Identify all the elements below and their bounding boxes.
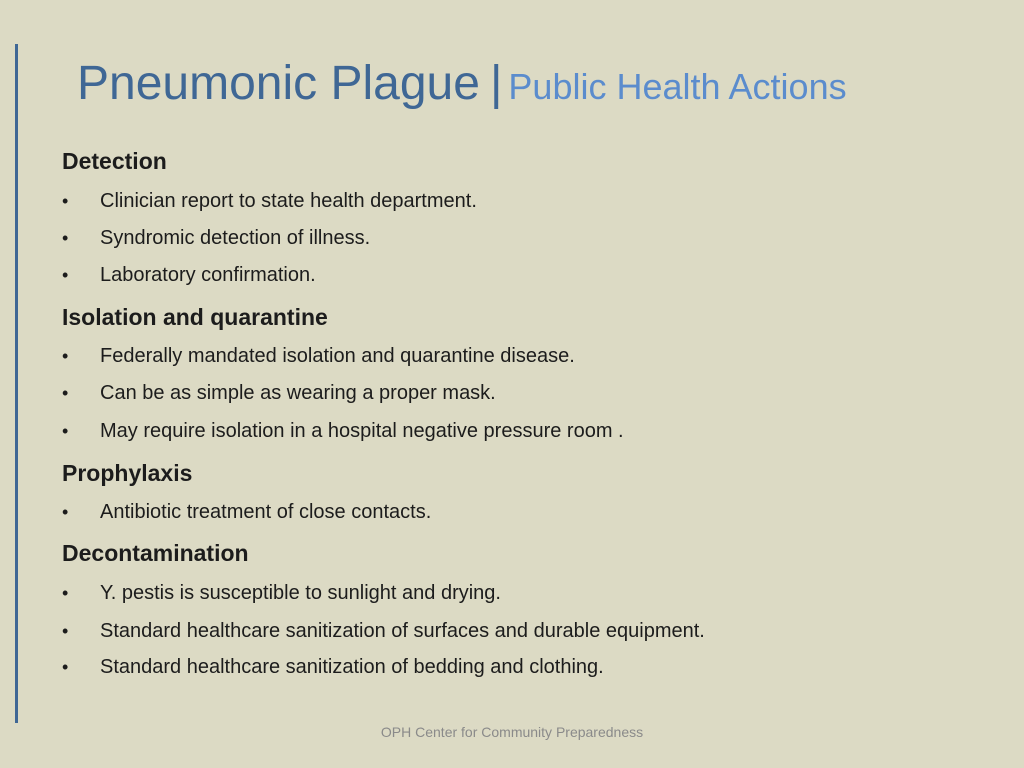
bullet-icon: • (62, 346, 69, 366)
bullet-item (62, 616, 942, 646)
bullet-item (62, 378, 942, 408)
title-separator: | (489, 57, 503, 110)
bullet-item (62, 652, 942, 682)
bullet-text: Y. pestis is susceptible to sunlight and drying. (100, 582, 501, 604)
bullet-icon: • (62, 228, 69, 248)
title-subtitle: Public Health Actions (508, 66, 847, 107)
bullet-item (62, 578, 942, 608)
section-heading-prophylaxis: Prophylaxis (62, 460, 193, 486)
bullet-icon: • (62, 265, 69, 285)
bullet-item (62, 223, 942, 253)
bullet-icon: • (62, 583, 69, 603)
bullet-icon: • (62, 421, 69, 441)
slide-footer: OPH Center for Community Preparedness (380, 724, 644, 740)
bullet-text: Laboratory confirmation. (100, 264, 316, 286)
bullet-text: Can be as simple as wearing a proper mask. (100, 382, 496, 404)
bullet-text: Standard healthcare sanitization of surfaces and durable equipment. (100, 620, 705, 642)
bullet-icon: • (62, 657, 69, 677)
slide-title (77, 52, 847, 120)
section-heading-detection: Detection (62, 148, 167, 174)
accent-bar (15, 44, 18, 723)
section-heading-decontamination: Decontamination (62, 540, 249, 566)
section-heading-isolation: Isolation and quarantine (62, 304, 328, 330)
bullet-text: Clinician report to state health department. (100, 190, 477, 212)
title-main: Pneumonic Plague (77, 57, 480, 110)
bullet-item (62, 416, 942, 446)
bullet-text: Syndromic detection of illness. (100, 227, 371, 249)
bullet-text: Antibiotic treatment of close contacts. (100, 501, 432, 523)
bullet-icon: • (62, 502, 69, 522)
bullet-text: May require isolation in a hospital negative pressure room . (100, 420, 624, 442)
bullet-item (62, 186, 942, 216)
bullet-text: Standard healthcare sanitization of bedding and clothing. (100, 656, 604, 678)
bullet-item (62, 260, 942, 290)
bullet-text: Federally mandated isolation and quarantine disease. (100, 345, 575, 367)
bullet-item (62, 341, 942, 371)
bullet-icon: • (62, 383, 69, 403)
bullet-icon: • (62, 621, 69, 641)
bullet-item (62, 497, 942, 527)
bullet-icon: • (62, 191, 69, 211)
